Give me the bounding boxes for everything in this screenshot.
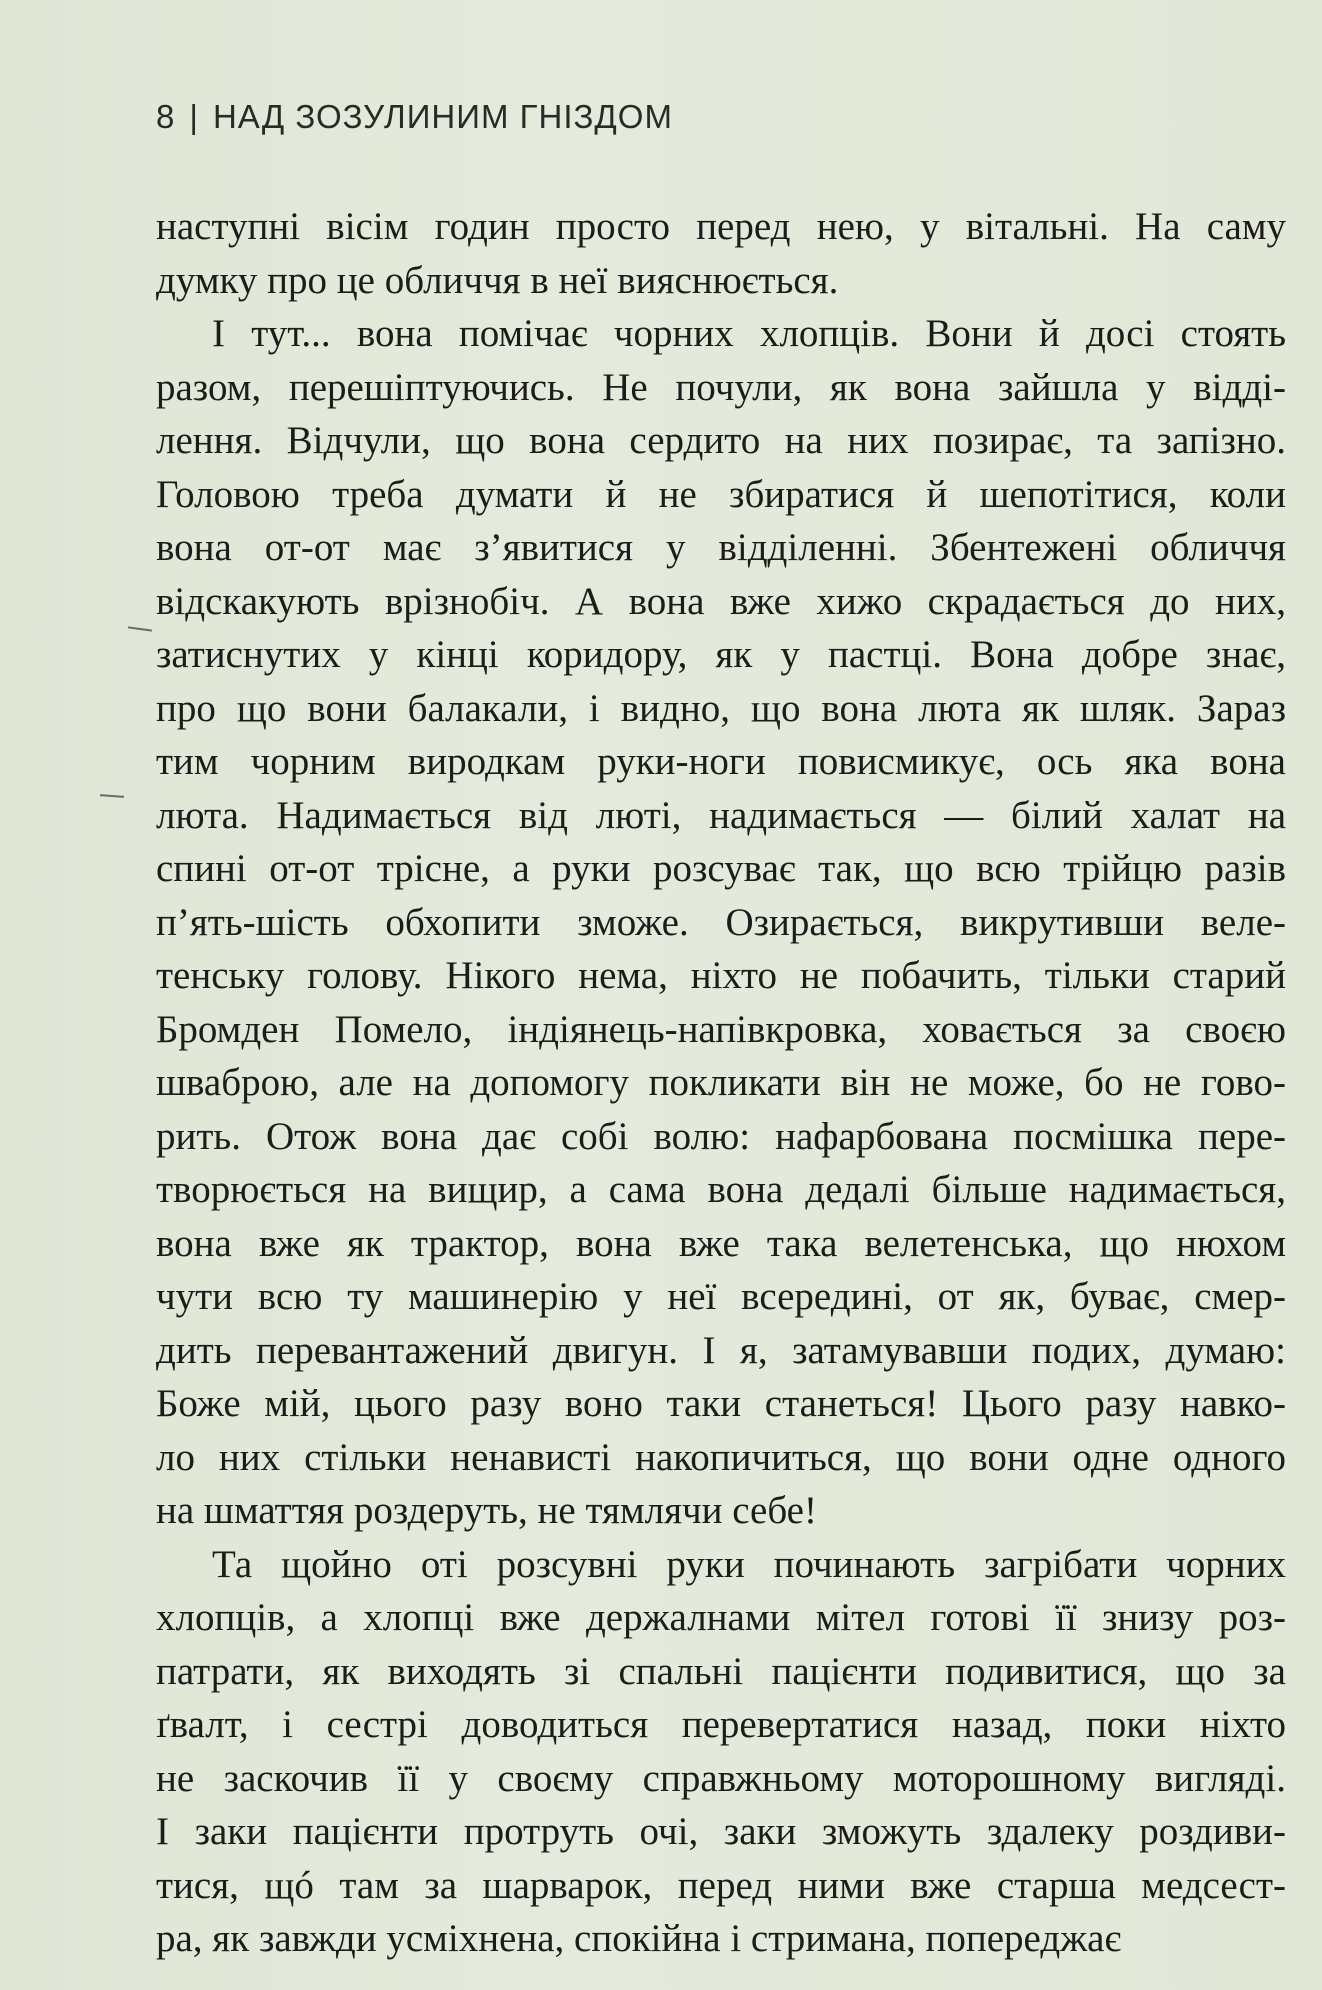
text-line: І тут... вона помічає чорних хлопців. Вони й досі стоять <box>212 312 1286 355</box>
page-number: 8 <box>156 98 176 135</box>
running-title: НАД ЗОЗУЛИНИМ ГНІЗДОМ <box>212 98 673 135</box>
paragraph <box>156 1538 1286 1966</box>
text-line: чути всю ту машинерію у неї всередині, от як, буває, смер- <box>156 1275 1286 1318</box>
margin-pencil-mark <box>100 794 124 798</box>
text-line: дить перевантажений двигун. І я, затамувавши подих, думаю: <box>156 1328 1286 1372</box>
header-separator: | <box>189 98 199 135</box>
paragraph <box>156 200 1286 307</box>
text-line: Головою треба думати й не збиратися й шепотітися, коли <box>156 472 1286 516</box>
text-line: тися, щó там за шарварок, перед ними вже старша медсест- <box>156 1863 1286 1907</box>
text-line: шваброю, але на допомогу покликати він не може, бо не гово- <box>156 1061 1286 1104</box>
text-line: Бромден Помело, індіянець-напівкровка, ховається за своєю <box>156 1007 1286 1051</box>
text-line: спині от-от трісне, а руки розсуває так, що всю трійцю разів <box>156 847 1286 890</box>
text-line: разом, перешіптуючись. Не почули, як вона зайшла у відді- <box>156 365 1286 409</box>
text-line: Боже мій, цього разу воно таки станеться! Цього разу навко- <box>156 1382 1286 1425</box>
text-line: ра, як завжди усміхнена, спокійна і стримана, попереджає <box>156 1917 1122 1960</box>
paragraph <box>156 307 1286 1538</box>
text-line: п’ять-шість обхопити зможе. Озирається, викрутивши веле- <box>156 900 1286 944</box>
text-line: відскакують врізнобіч. А вона вже хижо скрадається до них, <box>156 579 1286 623</box>
text-line: Та щойно оті розсувні руки починають загрібати чорних <box>212 1542 1286 1586</box>
text-line: не заскочив її у своєму справжньому моторошному вигляді. <box>156 1756 1286 1800</box>
text-line: наступні вісім годин просто перед нею, у вітальні. На саму <box>156 205 1286 248</box>
text-line: затиснутих у кінці коридору, як у пастці. Вона добре знає, <box>156 633 1286 676</box>
text-line: І заки пацієнти протруть очі, заки зможуть здалеку роздиви- <box>156 1810 1286 1853</box>
margin-pencil-mark <box>128 626 152 631</box>
text-line: ло них стільки ненависті накопичиться, що вони одне одного <box>156 1435 1286 1479</box>
body-text <box>156 200 1286 1966</box>
text-line: люта. Надимається від люті, надимається — білий халат на <box>156 793 1286 837</box>
text-line: вона вже як трактор, вона вже така велетенська, що нюхом <box>156 1221 1286 1265</box>
text-line: тим чорним виродкам руки-ноги повисмикує, ось яка вона <box>156 740 1286 783</box>
text-line: патрати, як виходять зі спальні пацієнти подивитися, що за <box>156 1649 1286 1693</box>
text-line: творюється на вищир, а сама вона дедалі більше надимається, <box>156 1168 1286 1211</box>
running-header <box>156 98 673 136</box>
text-line: думку про це обличчя в неї вияснюється. <box>156 258 839 302</box>
text-line: вона от-от має з’явитися у відділенні. Збентежені обличчя <box>156 526 1286 569</box>
text-line: тенську голову. Нікого нема, ніхто не побачить, тільки старий <box>156 954 1286 997</box>
text-line: ґвалт, і сестрі доводиться перевертатися назад, поки ніхто <box>156 1703 1286 1746</box>
text-line: лення. Відчули, що вона сердито на них позирає, та запізно. <box>156 419 1286 462</box>
text-line: на шматтяя роздеруть, не тямлячи себе! <box>156 1489 817 1532</box>
text-line: рить. Отож вона дає собі волю: нафарбована посмішка пере- <box>156 1114 1286 1158</box>
text-line: хлопців, а хлопці вже держалнами мітел готові її знизу роз- <box>156 1596 1286 1639</box>
text-line: про що вони балакали, і видно, що вона люта як шляк. Зараз <box>156 686 1286 730</box>
